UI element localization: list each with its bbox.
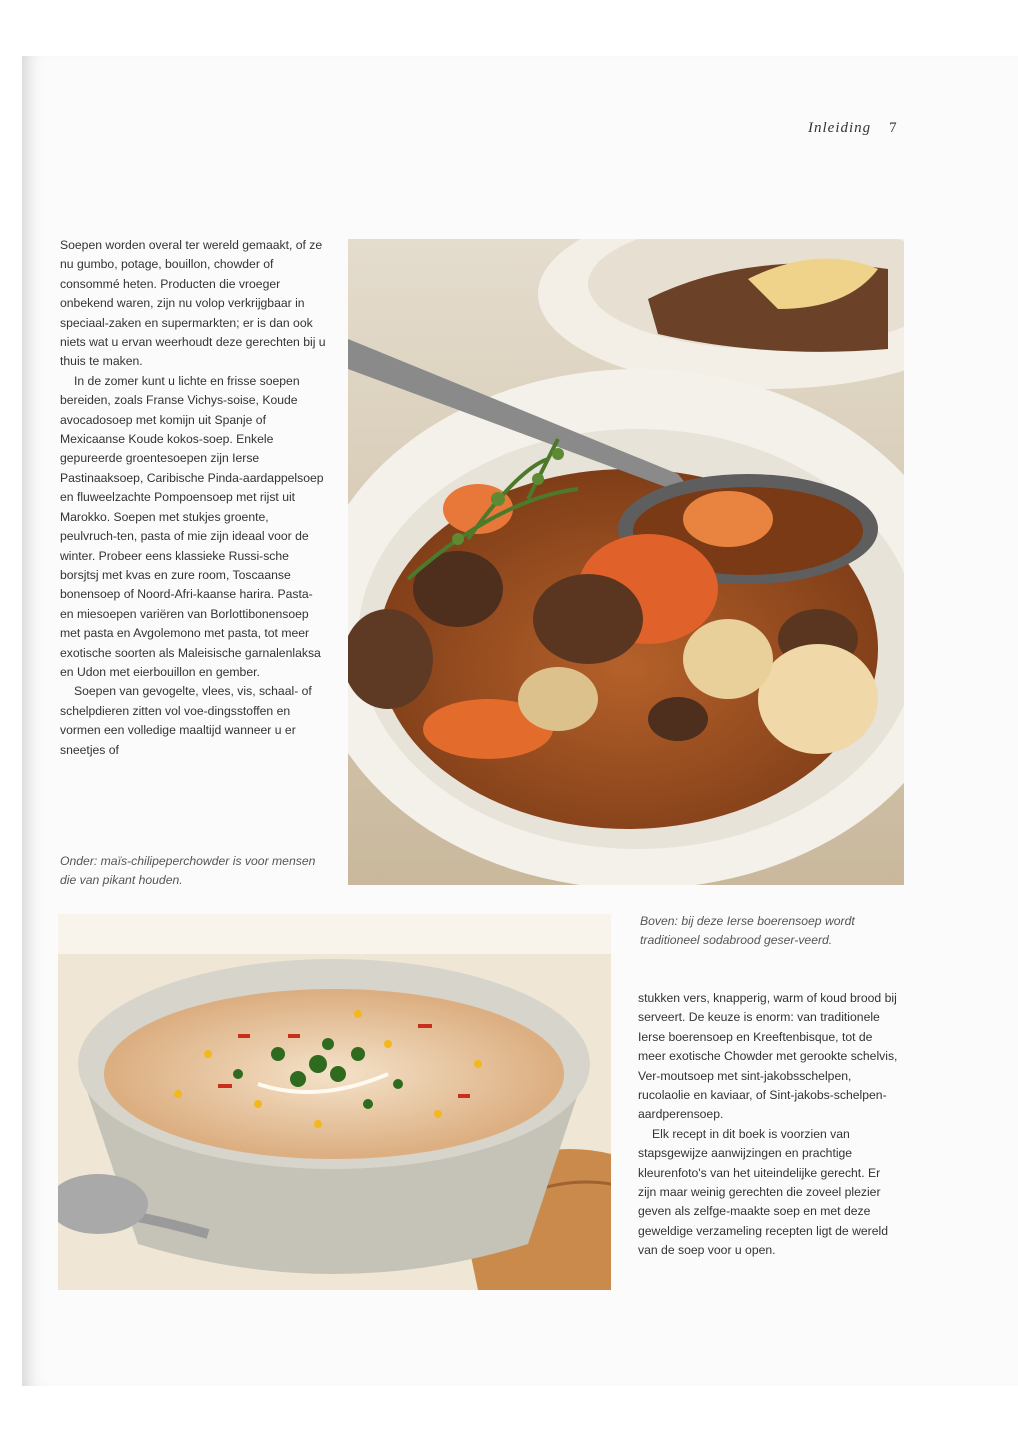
page-header: [808, 120, 898, 137]
page-number: 7: [889, 120, 898, 136]
paragraph: Elk recept in dit boek is voorzien van stapsgewijze aanwijzingen en prachtige kleurenfoto's van het uiteindelijke gerecht. Er zijn maar weinig gerechten die zoveel plezier geven als zelfge-maakte soep en met deze geweldige verzameling recepten ligt de wereld van de soep voor u open.: [638, 1126, 888, 1258]
caption-bottom-photo: Onder: maïs-chilipeperchowder is voor mensen die van pikant houden.: [60, 854, 316, 887]
paragraph: stukken vers, knapperig, warm of koud brood bij serveert. De keuze is enorm: van traditionele Ierse boerensoep en Kreeftenbisque, tot de meer exotische Chowder met gerookte schelvis, Ver-moutsoep met sint-jakobsschelpen, rucolaolie en kaviaar, of Sint-jakobs-schelpen-aardperensoep.: [638, 991, 898, 1122]
paragraph: Soepen worden overal ter wereld gemaakt, of ze nu gumbo, potage, bouillon, chowder of consommé heten. Producten die vroeger onbekend waren, zijn nu volop verkrijgbaar in speciaal-zaken en supermarkten; er is dan ook niets wat u ervan weerhoudt deze gerechten bij u thuis te maken.: [60, 238, 326, 369]
paragraph: In de zomer kunt u lichte en frisse soepen bereiden, zoals Franse Vichys-soise, Koude avocadosoep met komijn uit Spanje of Mexicaanse Koude kokos-soep. Enkele gepureerde groentesoepen zijn Ierse Pastinaaksoep, Caribische Pinda-aardappelsoep en fluweelzachte Pompoensoep met rijst uit Marokko. Soepen met stukjes groente, peulvruch-ten, pasta of mie zijn ideaal voor de winter. Probeer eens klassieke Russi-sche borsjtsj met kvas en zure room, Toscaanse bonensoep of Noord-Afri-kaanse harira. Pasta- en miesoepen variëren van Borlottibonensoep met pasta en Avgolemono met pasta, tot meer exotische soorten als Maleisische garnalenlaksa en Udon met eierbouillon en gember.: [60, 373, 324, 679]
paragraph: Soepen van gevogelte, vlees, vis, schaal- of schelpdieren zitten vol voe-dingsstoffen en vormen een volledige maaltijd wanneer u er sneetjes of: [60, 684, 312, 757]
body-text-left: [60, 236, 326, 760]
section-title: Inleiding: [808, 120, 872, 136]
body-text-right: [638, 989, 900, 1261]
photo-irish-stew: [348, 239, 904, 885]
photo-corn-chowder: [58, 914, 611, 1290]
caption-top-photo: Boven: bij deze Ierse boerensoep wordt traditioneel sodabrood geser-veerd.: [640, 914, 855, 947]
